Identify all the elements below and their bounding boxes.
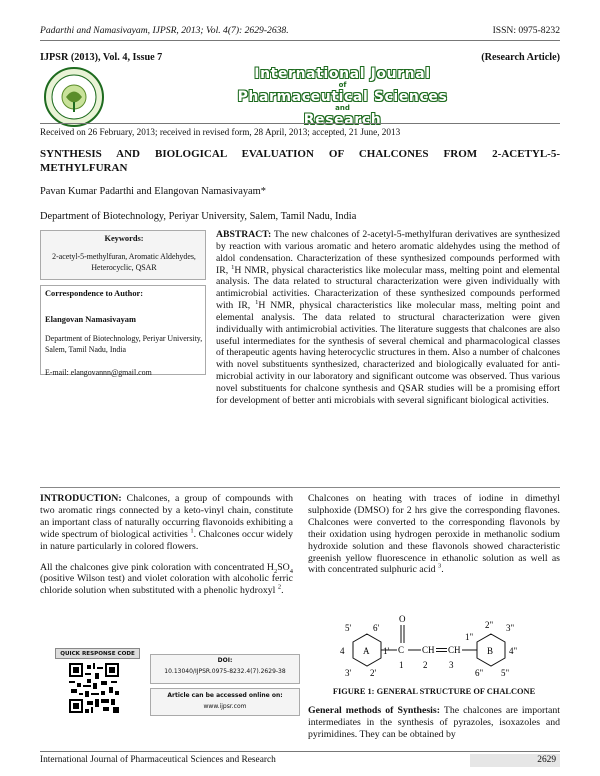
qr-code-icon[interactable]: [69, 663, 119, 713]
sidebar: [40, 230, 206, 482]
right-column: [308, 493, 560, 576]
correspondence-name: Elangovan Namasivayam: [45, 315, 136, 324]
journal-seal-icon: [42, 66, 106, 128]
right-text-1b: .: [441, 564, 444, 576]
access-heading: Article can be accessed online on:: [167, 692, 283, 699]
intro-text-2a: All the chalcones give pink coloration with concentrated H: [40, 561, 274, 573]
wilson-paragraph: [40, 562, 293, 598]
journal-name-of: of: [338, 81, 347, 89]
chain-pos-2: 2: [423, 660, 428, 670]
intro-text-1: Chalcones, a group of compounds with two aromatic rings connected by a keto-vinyl chain, constitute an important class of naturally occurring flavonoids exhibiting a wide spectrum of biological activities: [40, 493, 293, 540]
page-number: 2629: [470, 754, 560, 767]
paper-title: SYNTHESIS AND BIOLOGICAL EVALUATION OF CHALCONES FROM 2-ACETYL-5-METHYLFURAN: [40, 148, 560, 174]
ring-a-pos-5: 5': [345, 623, 352, 633]
abstract-text-1: The new chalcones of 2-acetyl-5-methylfuran derivatives are synthesized by reaction with various aromatic and hetero aromatic aldehydes using the method of aldol condensation. Characterization of these synthesized compounds performed with IR,: [216, 229, 560, 276]
ring-a-pos-2: 2': [370, 668, 377, 676]
carbonyl-o: O: [399, 614, 406, 624]
alpha-ch: CH: [422, 645, 435, 655]
issn: ISSN: 0975-8232: [492, 25, 560, 36]
affiliation: Department of Biotechnology, Periyar University, Salem, Tamil Nadu, India: [40, 211, 357, 222]
doi-box: [150, 654, 300, 684]
correspondence-box: [40, 285, 206, 375]
header-rule: [40, 40, 560, 41]
figure-caption: FIGURE 1: GENERAL STRUCTURE OF CHALCONE: [332, 687, 536, 696]
abstract-sup-1: 1: [231, 263, 235, 271]
sub-h: 2: [273, 567, 278, 575]
volume-issue: IJPSR (2013), Vol. 4, Issue 7: [40, 52, 163, 63]
chain-pos-1: 1: [399, 660, 404, 670]
general-label: General methods of Synthesis:: [308, 705, 440, 716]
ring-b-pos-5: 5": [501, 668, 510, 676]
chalcone-structure: [325, 614, 535, 676]
ring-b-pos-3: 3": [506, 623, 515, 633]
correspondence-affiliation: Department of Biotechnology, Periyar University, Salem, Tamil Nadu, India: [45, 334, 203, 354]
ring-a-label: A: [363, 646, 370, 656]
doi-value[interactable]: 10.13040/IJPSR.0975-8232.4(7).2629-38: [164, 668, 286, 675]
abstract: [216, 229, 560, 407]
intro-paragraph: [40, 493, 293, 553]
intro-label: INTRODUCTION:: [40, 493, 122, 504]
chain-pos-3: 3: [449, 660, 454, 670]
intro-text-2d: .: [281, 585, 284, 597]
footer-rule: [40, 751, 560, 752]
running-citation: Padarthi and Namasivayam, IJPSR, 2013; Vol. 4(7): 2629-2638.: [40, 25, 289, 36]
intro-text-2c: (positive Wilson test) and violet coloration with alcoholic ferric chloride solution when substituted with a phenolic hydroxyl: [40, 573, 293, 597]
ring-b-pos-6: 6": [475, 668, 484, 676]
abstract-text-3: H NMR, physical characteristics like molecular mass, melting point and elemental analysis. The data related to structural characterization were given individually with antimicrobial activities. The literature suggests that chalcones are also useful intermediates for the synthesis of several chemical and pharmacological classes of therapeutic agents having heterocyclic structures in them. Also a number of chalcones with novel substituents synthesized, characterized and biologically evaluated for anti-microbial activity in our laboratory and significant outcome was observed. Thus various novel substituents for chalcone synthesis and QSAR studies will be a promising effort for development of better anti microbials with several significant biological activities.: [216, 300, 560, 406]
ring-a-pos-1: 1': [383, 646, 390, 656]
journal-name-and: and: [335, 104, 350, 112]
ring-b-label: B: [487, 646, 494, 656]
ring-a-pos-4: 4: [340, 646, 345, 656]
qr-card: [55, 648, 300, 718]
journal-name-line5: Research: [303, 112, 382, 128]
journal-name-line3: Pharmaceutical Sciences: [237, 89, 448, 105]
ring-b-pos-2: 2": [485, 620, 494, 630]
article-type: (Research Article): [481, 52, 560, 63]
keywords-heading: Keywords:: [104, 234, 144, 243]
abstract-divider: [40, 487, 560, 488]
footer-journal: International Journal of Pharmaceutical Sciences and Research: [40, 755, 276, 765]
correspondence-heading: Correspondence to Author:: [45, 289, 144, 298]
ring-a-pos-3: 3': [345, 668, 352, 676]
flavone-paragraph: [308, 493, 560, 576]
qr-label: QUICK RESPONSE CODE: [55, 648, 140, 659]
journal-name-line1: International Journal: [254, 66, 431, 82]
received-dates: Received on 26 February, 2013; received in revised form, 28 April, 2013; accepted, 21 June, 2013: [40, 127, 401, 137]
journal-wordmark: [210, 67, 475, 127]
abstract-label: ABSTRACT:: [216, 229, 272, 240]
access-box: [150, 688, 300, 716]
correspondence-email[interactable]: E-mail: elangovannn@gmail.com: [45, 368, 152, 377]
masthead-rule: [40, 123, 560, 124]
ring-a-pos-6: 6': [373, 623, 380, 633]
general-methods: [308, 705, 560, 741]
abstract-text-2: H NMR, physical characteristics like molecular mass, melting point and elemental analysis. The data related to structural characterization were given individually with antimicrobial activities. Characterization of these synthesized compounds performed with IR,: [216, 264, 560, 312]
doi-heading: DOI:: [217, 657, 233, 664]
intro-ref-2: 2: [277, 584, 282, 592]
authors: Pavan Kumar Padarthi and Elangovan Namasivayam*: [40, 186, 266, 197]
abstract-sup-2: 1: [255, 298, 259, 306]
keywords-text: 2-acetyl-5-methylfuran, Aromatic Aldehydes, Heterocyclic, QSAR: [52, 252, 196, 272]
access-url[interactable]: www.ijpsr.com: [203, 703, 247, 710]
intro-text-2b: SO: [277, 561, 290, 573]
intro-text-1b: . Chalcones occur widely in nature particularly in colored flowers.: [40, 528, 294, 552]
intro-ref-1: 1: [190, 527, 194, 535]
keywords-box: [40, 230, 206, 280]
right-ref-3: 3: [438, 563, 442, 571]
carbonyl-c: C: [398, 645, 405, 655]
ring-b-pos-4: 4": [509, 646, 518, 656]
left-column: [40, 493, 293, 597]
right-text-1: Chalcones on heating with traces of iodine in dimethyl sulphoxide (DMSO) for 2 hrs give the corresponding flavones. Chalcones were converted to the corresponding flavonols by their oxidation using hydrogen peroxide in methanolic sodium hydroxide solution and these flavonols showed characteristic greenish yellow fluorescence in ethanolic solution as well as with concentrated sulphuric acid: [308, 493, 560, 576]
ring-b-pos-1: 1": [465, 632, 474, 642]
beta-ch: CH: [448, 645, 461, 655]
sub-o: 4: [289, 567, 293, 575]
general-text: The chalcones are important intermediates in the synthesis of pyrazoles, isoxazoles and pyrimidines. They can be obtained by: [308, 705, 560, 740]
